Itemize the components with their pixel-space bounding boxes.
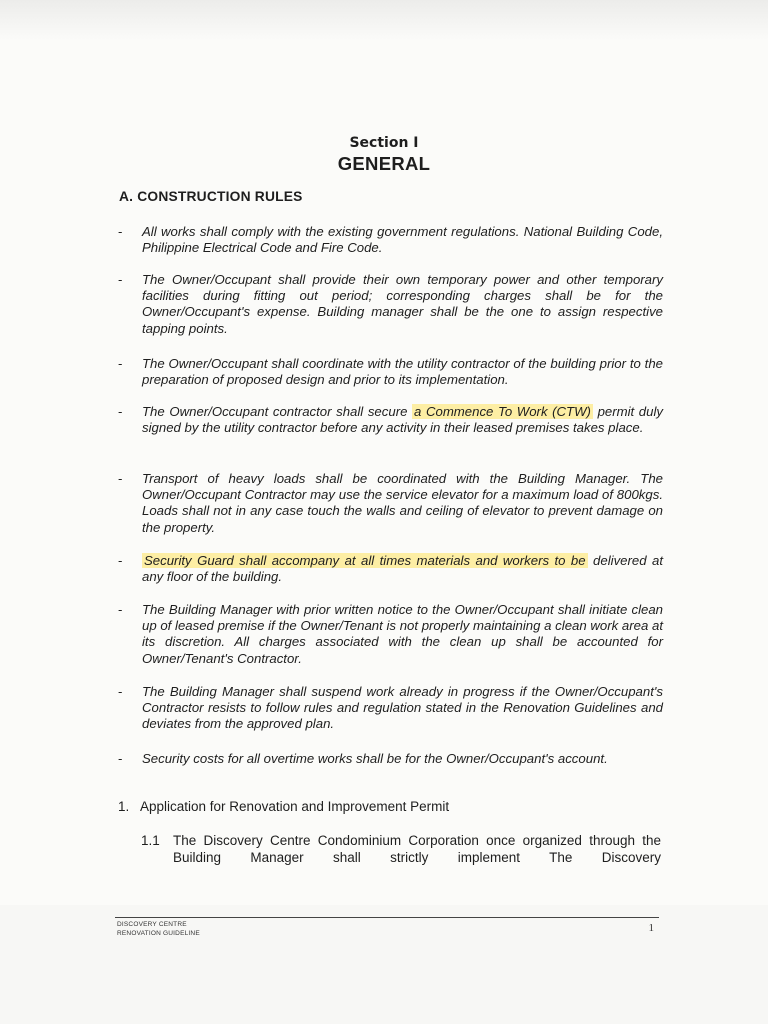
rule-item <box>118 751 663 767</box>
construction-rules-heading: A. CONSTRUCTION RULES <box>119 189 303 204</box>
rule-text <box>142 404 663 436</box>
bullet-dash: - <box>118 471 123 486</box>
rule-item <box>118 471 663 536</box>
rule-item <box>118 404 663 436</box>
bullet-dash: - <box>118 272 123 287</box>
section-label: Section I <box>349 135 419 151</box>
rule-item <box>118 553 663 585</box>
footer-line: RENOVATION GUIDELINE <box>117 929 200 937</box>
highlighted-text: a Commence To Work (CTW) <box>414 404 591 419</box>
subsection-paragraph <box>141 833 661 866</box>
rule-text-part: The Owner/Occupant contractor shall secure <box>142 404 408 419</box>
rule-text: The Building Manager shall suspend work already in progress if the Owner/Occupant's Contractor resists to follow rules and regulation stated in the Renovation Guidelines and deviates from the approved plan. <box>142 684 663 732</box>
bullet-dash: - <box>118 602 123 617</box>
bullet-dash: - <box>118 684 123 699</box>
scan-shadow <box>0 0 768 40</box>
rule-text: Transport of heavy loads shall be coordinated with the Building Manager. The Owner/Occupant Contractor may use the service elevator for a maximum load of 800kgs. Loads shall not in any case touch the walls and ceiling of elevator to prevent damage on the property. <box>142 471 663 535</box>
subsection-number: 1.1 <box>141 833 160 848</box>
highlighted-text: Security Guard shall accompany at all times materials and workers to be <box>144 553 586 568</box>
bullet-dash: - <box>118 224 123 239</box>
application-heading <box>118 799 449 814</box>
footer-line: DISCOVERY CENTRE <box>117 921 187 928</box>
rule-item <box>118 684 663 733</box>
rule-text: The Building Manager with prior written notice to the Owner/Occupant shall initiate clean up of leased premise if the Owner/Tenant is not properly maintaining a clean work area at its discretion. All charges associated with the clean up shall be accounted for Owner/Tenant's Contractor. <box>142 602 663 666</box>
rule-item <box>118 356 663 388</box>
page-number: 1 <box>648 922 654 934</box>
application-title: Application for Renovation and Improvement Permit <box>140 799 450 814</box>
bullet-dash: - <box>118 404 123 419</box>
rule-item <box>118 272 663 337</box>
bullet-dash: - <box>118 356 123 371</box>
rule-text: All works shall comply with the existing government regulations. National Building Code, Philippine Electrical Code and Fire Code. <box>142 224 663 256</box>
application-number: 1. <box>118 799 130 814</box>
footer-document-name <box>117 921 200 938</box>
bullet-dash: - <box>118 553 123 568</box>
rule-item <box>118 602 663 667</box>
bullet-dash: - <box>118 751 123 766</box>
section-title: GENERAL <box>337 153 431 174</box>
rule-text: Security costs for all overtime works shall be for the Owner/Occupant's account. <box>142 751 608 766</box>
rule-item <box>118 224 663 256</box>
rule-text: The Owner/Occupant shall provide their own temporary power and other temporary facilities during fitting out period; corresponding charges shall be for the Owner/Occupant's expense. Building manager shall be the one to assign respective tapping points. <box>142 272 663 336</box>
rule-text: The Owner/Occupant shall coordinate with the utility contractor of the building prior to the preparation of proposed design and prior to its implementation. <box>142 356 663 388</box>
rule-text-part: permit duly signed by the utility contractor before any activity in their leased premises takes place. <box>142 404 663 436</box>
rule-text <box>142 553 663 585</box>
rule-text-part: delivered at any floor of the building. <box>142 553 663 585</box>
footer-divider <box>115 917 659 918</box>
subsection-text: The Discovery Centre Condominium Corporation once organized through the Building Manager shall strictly implement The Discovery <box>173 833 661 865</box>
